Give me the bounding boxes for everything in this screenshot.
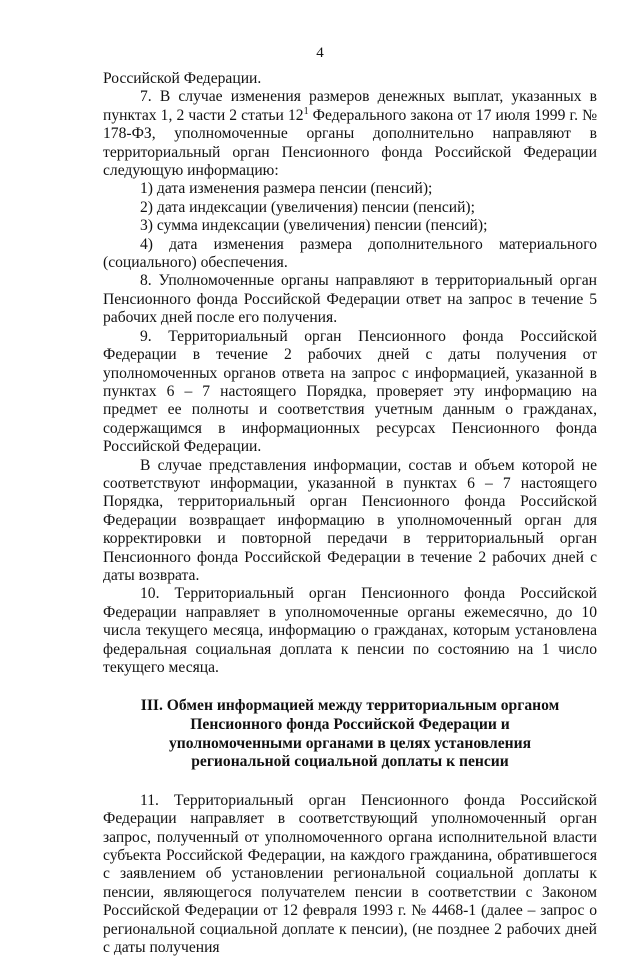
list-item-3: 3) сумма индексации (увеличения) пенсии (пенсий); (140, 217, 488, 235)
paragraph-continuation: Российской Федерации. (103, 70, 262, 87)
paragraph-7-text-a: 7. В случае изменения размеров денежных выплат, указанных в пунктах 1, 2 части 2 статьи 12 (103, 88, 597, 124)
paragraph-7-text-b: Федерального закона от 17 июля 1999 г. № 178-ФЗ, уполномоченные органы дополнительно направляют в территориальный орган Пенсионного фонда Российской Федерации следующую информацию: (103, 106, 597, 180)
list-item-1: 1) дата изменения размера пенсии (пенсий); (140, 180, 433, 198)
page-number: 4 (316, 45, 324, 61)
paragraph-7 (103, 88, 597, 180)
paragraph-8: 8. Уполномоченные органы направляют в территориальный орган Пенсионного фонда Российской Федерации ответ на запрос в течение 5 рабочих дней после его получения. (103, 272, 597, 327)
paragraph-9: 9. Территориальный орган Пенсионного фонда Российской Федерации в течение 2 рабочих дней с даты получения от уполномоченных органов ответа на запрос с информацией, указанной в пунктах 6 – 7 настоящего Порядка, проверяет эту информацию на предмет ее полноты и соответствия учетным данным о гражданах, содержащимся в информационных ресурсах Пенсионного фонда Российской Федерации. (103, 327, 597, 456)
document-body (103, 70, 597, 957)
paragraph-10: 10. Территориальный орган Пенсионного фонда Российской Федерации направляет в уполномоченные органы ежемесячно, до 10 числа текущего месяца, информацию о гражданах, которым установлена федеральная социальная доплата к пенсии по состоянию на 1 число текущего месяца. (103, 585, 597, 676)
list-item-2: 2) дата индексации (увеличения) пенсии (пенсий); (140, 198, 475, 216)
section-heading: III. Обмен информацией между территориальным органом Пенсионного фонда Российской Федерации и уполномоченными органами в целях установления региональной социальной доплаты к пенсии (140, 697, 560, 771)
superscript-footnote: 1 (303, 105, 309, 117)
list-item-4: 4) дата изменения размера дополнительного материального (социального) обеспечения. (103, 235, 597, 272)
paragraph-9-continued: В случае представления информации, состав и объем которой не соответствуют информации, указанной в пунктах 6 – 7 настоящего Порядка, территориальный орган Пенсионного фонда Российской Федерации возвращает информацию в уполномоченный орган для корректировки и повторной передачи в территориальный орган Пенсионного фонда Российской Федерации в течение 2 рабочих дней с даты возврата. (103, 456, 597, 584)
paragraph-11: 11. Территориальный орган Пенсионного фонда Российской Федерации направляет в соответствующий уполномоченный орган запрос, полученный от уполномоченного органа исполнительной власти субъекта Российской Федерации, на каждого гражданина, обратившегося с заявлением об установлении региональной социальной доплаты к пенсии, являющегося получателем пенсии в соответствии с Законом Российской Федерации от 12 февраля 1993 г. № 4468-1 (далее – запрос о региональной социальной доплате к пенсии), (не позднее 2 рабочих дней с даты получения (103, 791, 597, 957)
